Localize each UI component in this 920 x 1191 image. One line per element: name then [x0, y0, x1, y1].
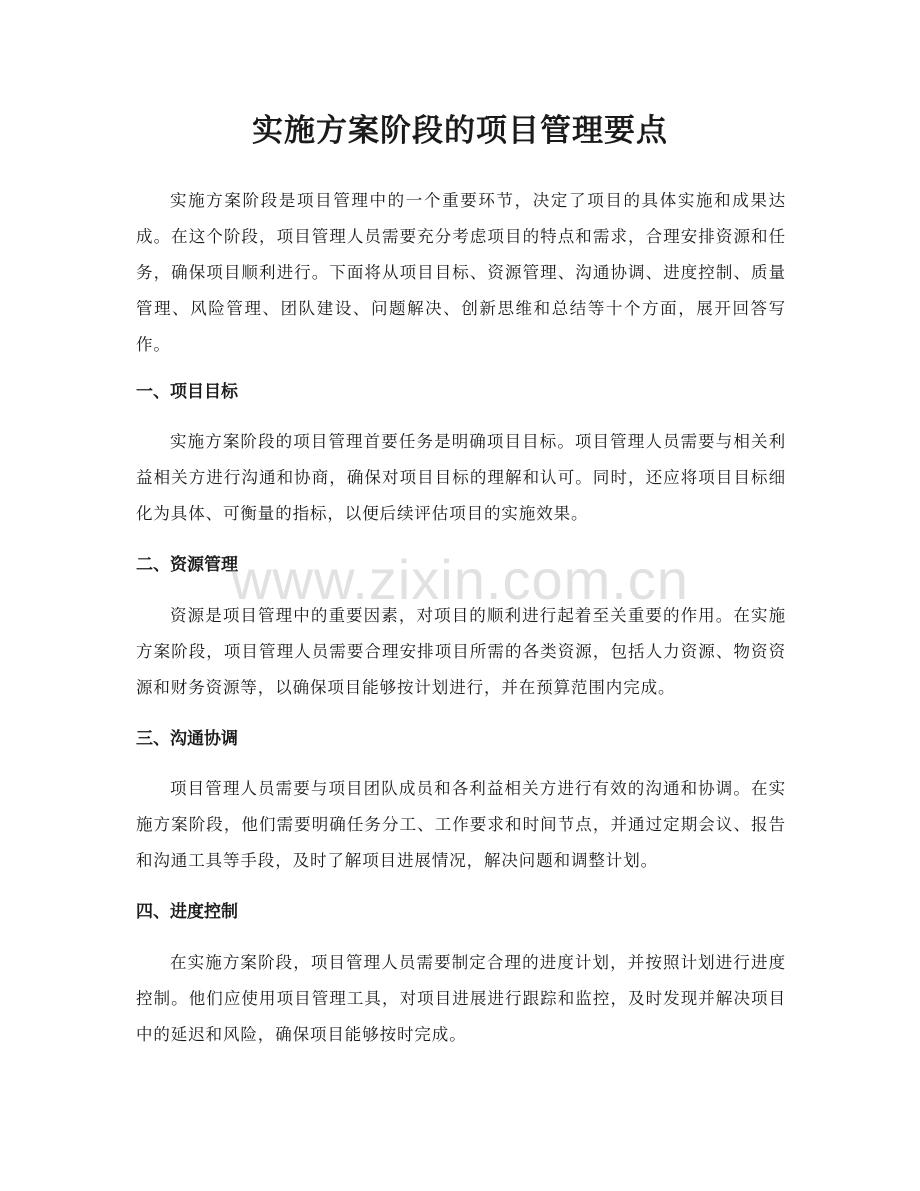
- document-title: 实施方案阶段的项目管理要点: [252, 113, 668, 149]
- section-body-1: 实施方案阶段的项目管理首要任务是明确项目目标。项目管理人员需要与相关利益相关方进行沟通和协商，确保对项目目标的理解和认可。同时，还应将项目目标细化为具体、可衡量的指标，以便后续评估项目的实施效果。: [136, 432, 786, 523]
- section-body-2: 资源是项目管理中的重要因素，对项目的顺利进行起着至关重要的作用。在实施方案阶段，项目管理人员需要合理安排项目所需的各类资源，包括人力资源、物资资源和财务资源等，以确保项目能够按计划进行，并在预算范围内完成。: [136, 606, 786, 697]
- section-heading-4: 四、进度控制: [136, 902, 238, 922]
- section-heading-3: 三、沟通协调: [136, 729, 238, 749]
- intro-paragraph: 实施方案阶段是项目管理中的一个重要环节，决定了项目的具体实施和成果达成。在这个阶段，项目管理人员需要充分考虑项目的特点和需求，合理安排资源和任务，确保项目顺利进行。下面将从项目目标、资源管理、沟通协调、进度控制、质量管理、风险管理、团队建设、问题解决、创新思维和总结等十个方面，展开回答写作。: [136, 191, 786, 354]
- watermark-text: www.zixin.com.cn: [231, 548, 689, 611]
- section-body-4: 在实施方案阶段，项目管理人员需要制定合理的进度计划，并按照计划进行进度控制。他们应使用项目管理工具，对项目进展进行跟踪和监控，及时发现并解决项目中的延迟和风险，确保项目能够按时完成。: [136, 953, 786, 1044]
- section-heading-1: 一、项目目标: [136, 382, 238, 402]
- section-body-3: 项目管理人员需要与项目团队成员和各利益相关方进行有效的沟通和协调。在实施方案阶段，他们需要明确任务分工、工作要求和时间节点，并通过定期会议、报告和沟通工具等手段，及时了解项目进展情况，解决问题和调整计划。: [136, 779, 786, 870]
- section-heading-2: 二、资源管理: [136, 555, 238, 575]
